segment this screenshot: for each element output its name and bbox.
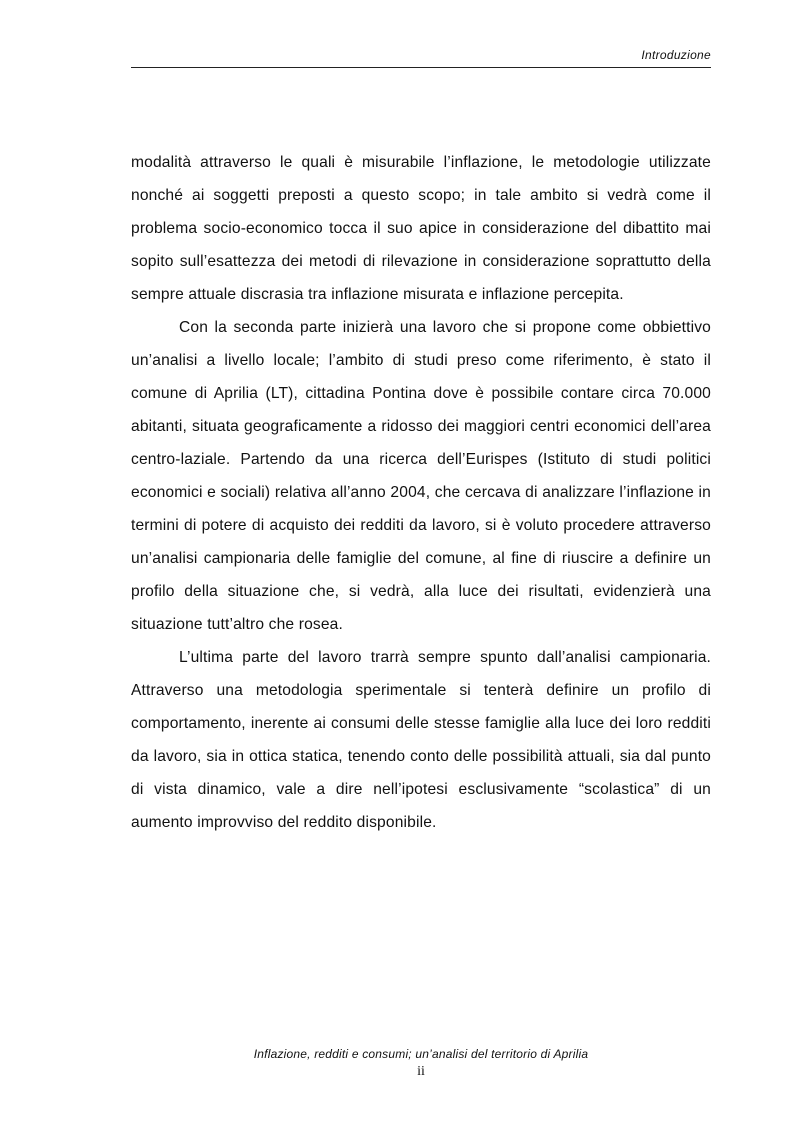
- paragraph: Con la seconda parte inizierà una lavoro che si propone come obbiettivo un’analisi a livello locale; l’ambito di studi preso come riferimento, è stato il comune di Aprilia (LT), cittadina Pontina dove è possibile contare circa 70.000 abitanti, situata geograficamente a ridosso dei maggiori centri economici dell’area centro-laziale. Partendo da una ricerca dell’Eurispes (Istituto di studi politici economici e sociali) relativa all’anno 2004, che cercava di analizzare l’inflazione in termini di potere di acquisto dei redditi da lavoro, si è voluto procedere attraverso un’analisi campionaria delle famiglie del comune, al fine di riuscire a definire un profilo della situazione che, si vedrà, alla luce dei risultati, evidenzierà una situazione tutt’altro che rosea.: [131, 319, 711, 633]
- page-number: ii: [417, 1064, 425, 1079]
- chapter-title: Introduzione: [641, 48, 711, 62]
- page-header: [131, 45, 711, 68]
- page-footer: [131, 1045, 711, 1081]
- paragraph: modalità attraverso le quali è misurabile l’inflazione, le metodologie utilizzate nonché ai soggetti preposti a questo scopo; in tale ambito si vedrà come il problema socio-economico tocca il suo apice in considerazione del dibattito mai sopito sull’esattezza dei metodi di rilevazione in considerazione soprattutto della sempre attuale discrasia tra inflazione misurata e inflazione percepita.: [131, 154, 711, 303]
- paragraph: L’ultima parte del lavoro trarrà sempre spunto dall’analisi campionaria. Attraverso una metodologia sperimentale si tenterà definire un profilo di comportamento, inerente ai consumi delle stesse famiglie alla luce dei loro redditi da lavoro, sia in ottica statica, tenendo conto delle possibilità attuali, sia dal punto di vista dinamico, vale a dire nell’ipotesi esclusivamente “scolastica” di un aumento improvviso del reddito disponibile.: [131, 649, 711, 831]
- document-title: Inflazione, redditi e consumi; un’analisi del territorio di Aprilia: [253, 1047, 589, 1061]
- body-text: [131, 146, 711, 839]
